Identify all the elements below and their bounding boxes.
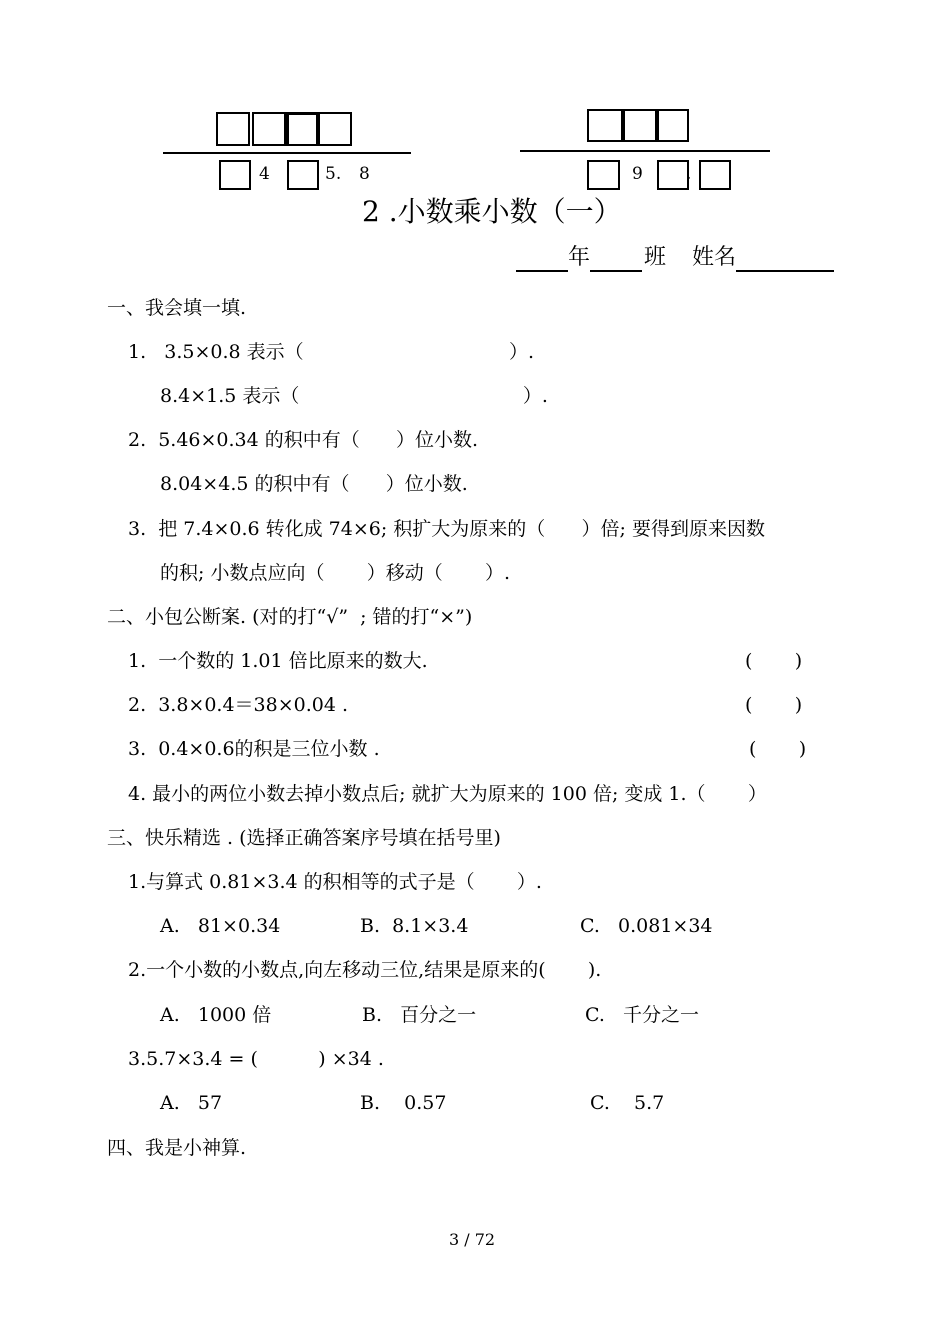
section1-heading: 一、我会填一填. <box>107 297 247 319</box>
calc-box[interactable] <box>318 112 352 146</box>
student-info <box>516 244 834 272</box>
judge-item-4: 4. 最小的两位小数去掉小数点后; 就扩大为原来的 100 倍; 变成 1.（ ） <box>128 783 767 805</box>
choice-3-option-b[interactable]: B. 0.57 <box>360 1092 447 1114</box>
judge-item-2: 2. 3.8×0.4＝38×0.04 . <box>128 694 349 716</box>
page-title: 2 .小数乘小数（一） <box>362 195 622 228</box>
section4-heading: 四、我是小神算. <box>107 1137 247 1159</box>
name-blank[interactable] <box>736 248 834 272</box>
calc-line <box>163 152 411 154</box>
class-label: 班 <box>644 245 667 270</box>
question-3a: 3. 把 7.4×0.6 转化成 74×6; 积扩大为原来的（ ）倍; 要得到原来因数 <box>128 518 765 540</box>
section3-heading: 三、快乐精选 . (选择正确答案序号填在括号里) <box>107 827 501 849</box>
question-2b: 8.04×4.5 的积中有（ ）位小数. <box>160 473 468 495</box>
question-2a: 2. 5.46×0.34 的积中有（ ）位小数. <box>128 429 479 451</box>
calc-box[interactable] <box>623 109 657 142</box>
class-blank[interactable] <box>590 248 642 272</box>
page-number: 3 / 72 <box>449 1230 496 1249</box>
choice-2-option-a[interactable]: A. 1000 倍 <box>160 1004 272 1026</box>
calc-line <box>520 150 770 152</box>
calc-box[interactable] <box>252 112 286 146</box>
calc-digit: 8 <box>359 164 370 184</box>
calc-box[interactable] <box>657 109 689 142</box>
section2-heading: 二、小包公断案. (对的打“√” ; 错的打“×”) <box>107 606 473 628</box>
grade-label: 年 <box>568 245 591 270</box>
choice-question-1: 1.与算式 0.81×3.4 的积相等的式子是（ ）. <box>128 871 542 893</box>
choice-1-option-a[interactable]: A. 81×0.34 <box>160 915 281 937</box>
calc-box[interactable] <box>587 109 623 142</box>
calc-digit: 4 <box>259 164 270 184</box>
calc-box[interactable] <box>286 112 318 146</box>
calc-box[interactable] <box>587 160 620 190</box>
choice-1-option-b[interactable]: B. 8.1×3.4 <box>360 915 469 937</box>
judge-paren-2[interactable]: ( ) <box>745 694 803 716</box>
judge-item-1: 1. 一个数的 1.01 倍比原来的数大. <box>128 650 428 672</box>
judge-paren-1[interactable]: ( ) <box>745 650 803 672</box>
question-3b: 的积; 小数点应向（ ）移动（ ）. <box>160 562 511 584</box>
calc-box[interactable] <box>219 160 251 190</box>
choice-3-option-a[interactable]: A. 57 <box>160 1092 223 1114</box>
calc-box[interactable] <box>699 160 731 190</box>
name-label: 姓名 <box>692 245 737 270</box>
calc-digit: 9 <box>632 164 643 184</box>
calc-box[interactable] <box>216 112 250 146</box>
question-1b: 8.4×1.5 表示（ ）. <box>160 385 548 407</box>
judge-item-3: 3. 0.4×0.6的积是三位小数 . <box>128 738 380 760</box>
grade-blank[interactable] <box>516 248 568 272</box>
judge-paren-3[interactable]: ( ) <box>749 738 807 760</box>
calc-digit: 5. <box>325 164 342 184</box>
choice-1-option-c[interactable]: C. 0.081×34 <box>580 915 713 937</box>
calc-box[interactable] <box>657 160 692 190</box>
choice-2-option-b[interactable]: B. 百分之一 <box>362 1004 477 1026</box>
choice-question-2: 2.一个小数的小数点,向左移动三位,结果是原来的( ). <box>128 959 602 981</box>
calc-dot: . <box>686 164 692 184</box>
choice-2-option-c[interactable]: C. 千分之一 <box>585 1004 700 1026</box>
calc-box[interactable] <box>287 160 319 190</box>
question-1a: 1. 3.5×0.8 表示（ ）. <box>128 341 535 363</box>
choice-question-3: 3.5.7×3.4 = ( ) ×34 . <box>128 1048 384 1070</box>
choice-3-option-c[interactable]: C. 5.7 <box>590 1092 665 1114</box>
